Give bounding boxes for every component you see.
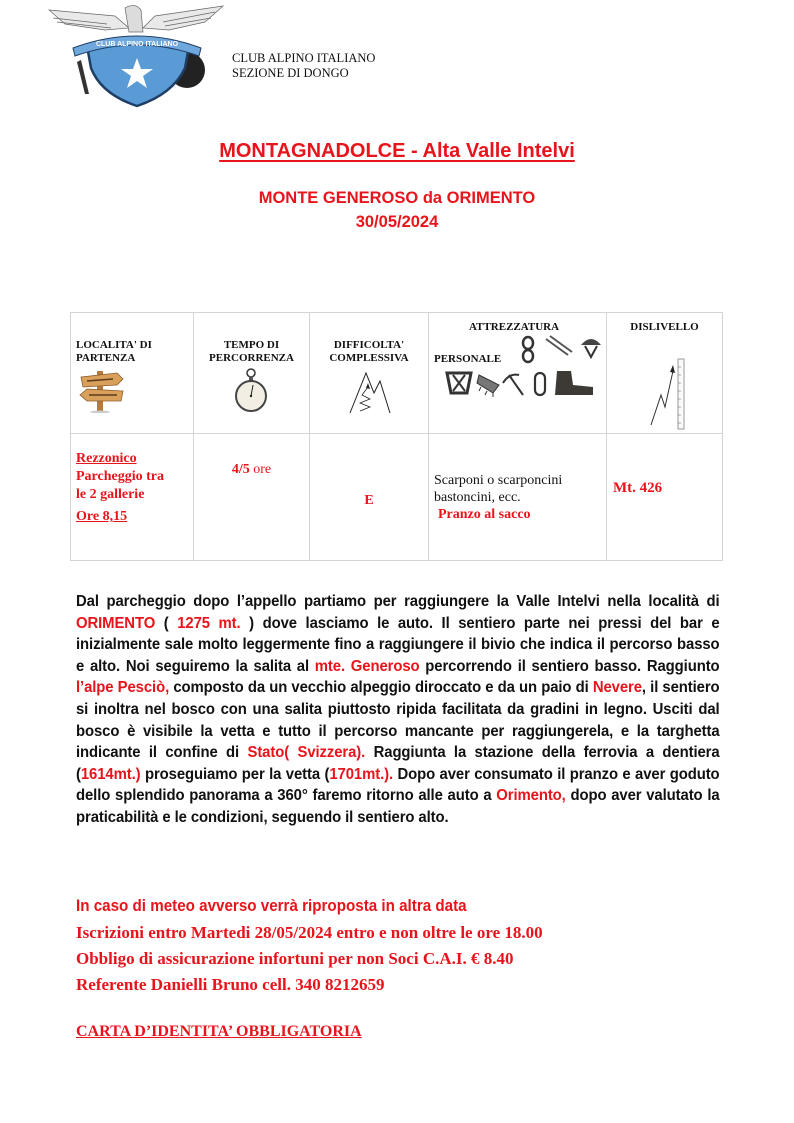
cell-dislivello	[607, 434, 723, 561]
signpost-icon	[77, 367, 127, 413]
climbing-gear-icons	[433, 331, 603, 401]
duration-value: 4/5	[231, 462, 250, 477]
table-data-row	[71, 434, 723, 561]
excursion-info-table	[70, 312, 723, 561]
cell-tempo	[194, 434, 310, 561]
elevation-gain: Mt. 426	[613, 480, 663, 496]
cai-logo	[45, 2, 227, 108]
duration-unit: ore	[249, 462, 272, 477]
id-card-notice: CARTA D’IDENTITA’ OBBLIGATORIA	[76, 1023, 362, 1040]
crampons-icon	[477, 375, 499, 397]
start-detail-2: le 2 gallerie	[76, 487, 145, 502]
event-subtitle	[0, 186, 794, 234]
route-description: Dal parcheggio dopo l’appello partiamo per raggiungere la Valle Intelvi nella località di ORIMENTO ( 1275 mt. ) dove lasciamo le auto. Il sentiero parte nei pressi del bar e inizialmente sale molto leggermente fino a raggiungere il bivio che indica il percorso basso e alto. Noi seguiremo la salita al mte. Generoso percorrendo il sentiero basso. Raggiunto l’alpe Pesciò, composto da un vecchio alpeggio diroccato e da un paio di Nevere, il sentiero si inoltra nel bosco con una salita piuttosto ripida facilitata da gradini in legno. Usciti dal bosco è visibile la vetta e tutto il percorso mancante per raggiungerela, e la targhetta indicante il confine di Stato( Svizzera). Raggiunta la stazione della ferrovia a dentiera (1614mt.) proseguiamo per la vetta (1701mt.). Dopo aver consumato il pranzo e aver goduto dello splendido panorama a 360° faremo ritorno alle auto a Orimento, dopo aver valutato la praticabilità e le condizioni, seguendo il sentiero alto.	[76, 593, 720, 826]
registration-notice: Iscrizioni entro Martedi 28/05/2024 entro e non oltre le ore 18.00	[76, 923, 543, 942]
highlight-summit-altitude: 1701mt.).	[329, 765, 394, 783]
difficulty-grade: E	[364, 493, 374, 508]
rope-icon	[523, 337, 533, 362]
weather-notice: In caso di meteo avverso verrà riproposta in altra data	[76, 897, 467, 915]
insurance-notice: Obbligo di assicurazione infortuni per non Soci C.A.I. € 8.40	[76, 949, 514, 968]
header-dislivello	[607, 313, 723, 434]
equipment-line-1: Scarponi o scarponcini	[434, 473, 563, 488]
event-date: 30/05/2024	[355, 213, 439, 231]
start-place: Rezzonico	[76, 451, 137, 466]
harness-icon	[447, 373, 471, 393]
elevation-ruler-icon	[647, 351, 687, 431]
header-localita: LOCALITA' DI PARTENZA	[71, 313, 194, 434]
cell-attrezzatura	[429, 434, 607, 561]
start-detail-1: Parcheggio tra	[76, 469, 164, 484]
org-line-1: CLUB ALPINO ITALIANO	[232, 51, 376, 65]
highlight-orimento: ORIMENTO	[76, 614, 156, 632]
equipment-line-2: bastoncini, ecc.	[434, 490, 521, 505]
header-tempo: TEMPO DI PERCORRENZA	[194, 313, 310, 434]
start-time: Ore 8,15	[76, 509, 128, 524]
logo-banner-text: CLUB ALPINO ITALIANO	[95, 41, 179, 48]
highlight-orimento-return: Orimento,	[496, 787, 566, 805]
highlight-orimento-altitude: 1275 mt.	[177, 614, 241, 632]
header-difficolta: DIFFICOLTA' COMPLESSIVA	[310, 313, 429, 434]
attrezzatura-label: ATTREZZATURA	[469, 321, 560, 333]
contact-notice: Referente Danielli Bruno cell. 340 8212659	[76, 975, 385, 994]
stopwatch-icon	[234, 367, 268, 413]
boot-icon	[555, 371, 593, 395]
highlight-station-altitude: 1614mt.)	[80, 765, 141, 783]
highlight-svizzera: Stato( Svizzera).	[247, 744, 366, 762]
lunch-note: Pranzo al sacco	[438, 507, 531, 522]
carabiner-icon	[535, 373, 545, 395]
page-title: MONTAGNADOLCE - Alta Valle Intelvi	[219, 140, 575, 162]
highlight-monte-generoso: mte. Generoso	[314, 657, 420, 675]
personale-label: PERSONALE	[434, 353, 502, 365]
ice-axe-icon	[503, 375, 523, 395]
table-header-row	[71, 313, 723, 434]
organization-name	[232, 51, 375, 81]
highlight-nevere: Nevere	[592, 679, 642, 697]
dislivello-label: DISLIVELLO	[630, 321, 699, 333]
eagle-shield-icon	[45, 2, 227, 108]
helmet-icon	[581, 339, 601, 357]
highlight-alpe-pescio: l’alpe Pesciò,	[76, 679, 170, 697]
event-name: MONTE GENEROSO da ORIMENTO	[258, 189, 536, 207]
header-attrezzatura	[429, 313, 607, 434]
cell-localita	[71, 434, 194, 561]
mountain-icon	[348, 369, 392, 415]
cell-difficolta	[310, 434, 429, 561]
org-line-2: SEZIONE DI DONGO	[232, 66, 349, 80]
trekking-poles-icon	[546, 336, 572, 355]
